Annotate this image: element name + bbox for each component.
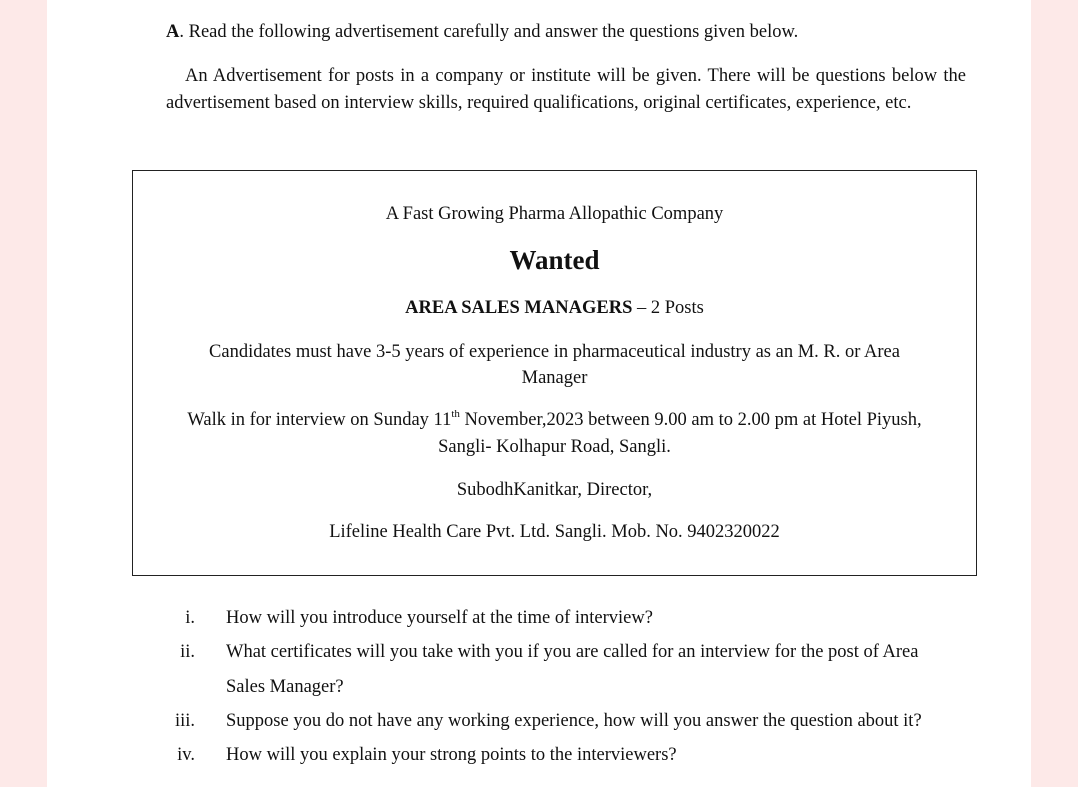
question-number: i. — [185, 608, 195, 628]
post-count: – 2 Posts — [632, 298, 704, 318]
walkin-line-1 — [133, 407, 976, 433]
question-text-continued: Sales Manager? — [226, 677, 344, 697]
requirement-line-2: Manager — [521, 368, 588, 388]
walkin-line-2: Sangli- Kolhapur Road, Sangli. — [438, 437, 671, 457]
post-title: AREA SALES MANAGERS — [405, 298, 633, 318]
contact-company: Lifeline Health Care Pvt. Ltd. Sangli. Mob. No. 9402320022 — [329, 522, 780, 542]
company-tagline: A Fast Growing Pharma Allopathic Company — [385, 204, 724, 224]
question-text: How will you introduce yourself at the time of interview? — [226, 608, 653, 628]
question-number: iii. — [174, 711, 195, 731]
question-text: What certificates will you take with you if you are called for an interview for the post of Area — [226, 642, 919, 662]
post-line — [133, 295, 976, 321]
question-text: How will you explain your strong points to the interviewers? — [226, 745, 677, 765]
document-page — [47, 0, 1031, 787]
requirement-line-1: Candidates must have 3-5 years of experience in pharmaceutical industry as an M. R. or Area — [209, 342, 900, 362]
contact-name: SubodhKanitkar, Director, — [456, 480, 653, 500]
advertisement-box — [132, 170, 977, 576]
walkin-sup: th — [451, 408, 460, 420]
walkin-post: November,2023 between 9.00 am to 2.00 pm at Hotel Piyush, — [459, 410, 922, 430]
section-heading — [166, 20, 798, 44]
question-number: iv. — [177, 745, 195, 765]
ad-headline: Wanted — [509, 245, 600, 275]
question-text: Suppose you do not have any working experience, how will you answer the question about it? — [226, 711, 922, 731]
question-number: ii. — [180, 642, 195, 662]
section-instruction: . Read the following advertisement carefully and answer the questions given below. — [179, 22, 799, 42]
walkin-pre: Walk in for interview on Sunday 11 — [187, 410, 452, 430]
section-label: A — [166, 22, 180, 42]
intro-paragraph: An Advertisement for posts in a company or institute will be given. There will be questions below the advertisement based on interview skills, required qualifications, original certificates, experience, etc. — [166, 66, 966, 113]
